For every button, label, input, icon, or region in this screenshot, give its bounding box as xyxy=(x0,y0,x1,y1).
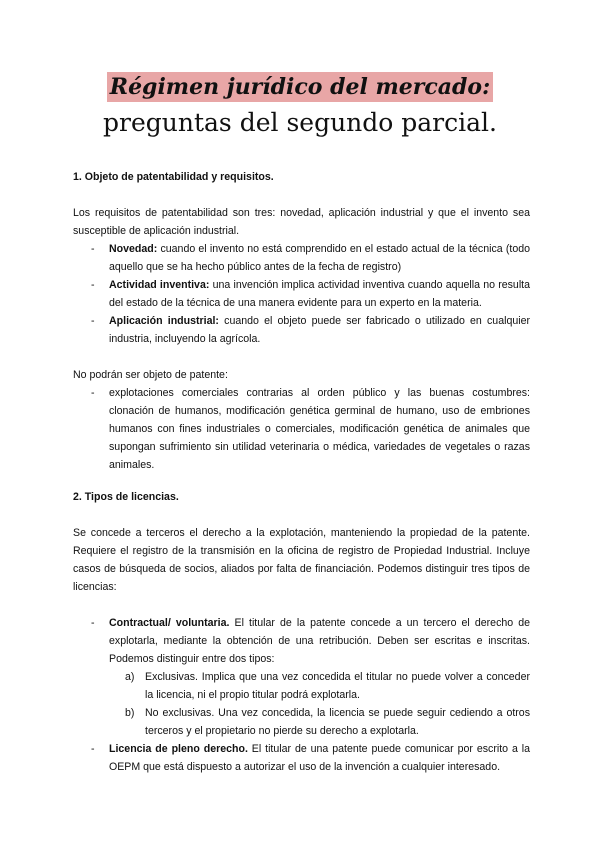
license-text: El titular de una patente puede comunicar por escrito a la OEPM que está dispuesto a autorizar el uso de la invención a cualquier interesado. xyxy=(109,743,530,773)
subtype-text: No exclusivas. Una vez concedida, la licencia se puede seguir cediendo a otros terceros y el propietario no pierde su derecho a explotarla. xyxy=(145,707,530,737)
license-text: El titular de la patente concede a un tercero el derecho de explotarla, mediante la obtención de una retribución. Deben ser escritas e inscritas. Podemos distinguir entre dos tipos: xyxy=(109,617,530,665)
license-subtypes-list xyxy=(109,668,530,740)
list-item xyxy=(109,740,530,776)
requirement-text: una invención implica actividad inventiva cuando aquella no resulta del estado de la técnica de una manera evidente para un experto en la materia. xyxy=(109,279,531,309)
section2-heading: 2. Tipos de licencias. xyxy=(73,491,179,503)
document-title xyxy=(0,72,600,140)
requirement-text: cuando el objeto puede ser fabricado o utilizado en cualquier industria, incluyendo la agrícola. xyxy=(109,315,530,345)
license-term: Contractual/ voluntaria. xyxy=(109,617,230,629)
list-item xyxy=(125,668,530,704)
list-item xyxy=(109,240,530,276)
license-term: Licencia de pleno derecho. xyxy=(109,743,248,755)
title-main: Régimen jurídico del mercado: xyxy=(107,72,493,102)
requirement-term: Novedad: xyxy=(109,243,158,255)
exclusions-list xyxy=(73,384,530,474)
list-item xyxy=(109,312,530,348)
section1-heading: 1. Objeto de patentabilidad y requisitos. xyxy=(73,171,274,183)
section2-intro: Se concede a terceros el derecho a la explotación, manteniendo la propiedad de la patente. Requiere el registro de la transmisión en la oficina de registro de Propiedad Industrial. Incluye casos de búsqueda de socios, aliados por falta de financiación. Podemos distinguir tres tipos de licencias: xyxy=(73,527,530,593)
subtype-text: Exclusivas. Implica que una vez concedida el titular no puede volver a conceder la licencia, ni el propio titular podrá explotarla. xyxy=(145,671,530,701)
exclusions-intro: No podrán ser objeto de patente: xyxy=(73,369,228,381)
subtype-marker: b) xyxy=(125,707,135,719)
document-body xyxy=(73,168,530,776)
list-item xyxy=(125,704,530,740)
license-types-list xyxy=(73,614,530,776)
requirement-term: Aplicación industrial: xyxy=(109,315,219,327)
list-item xyxy=(109,614,530,740)
requirement-text: cuando el invento no está comprendido en el estado actual de la técnica (todo aquello que se ha hecho público antes de la fecha de registro) xyxy=(109,243,530,273)
exclusion-text: explotaciones comerciales contrarias al orden público y las buenas costumbres: clonación de humanos, modificación genética germinal de humano, uso de embriones humanos con fines industriales o comerciales, modificación genética de animales que supongan sufrimiento sin utilidad veterinaria o médica, variedades de vegetales o razas animales. xyxy=(109,387,530,471)
requirements-list xyxy=(73,240,530,348)
title-subtitle: preguntas del segundo parcial. xyxy=(103,108,497,137)
section1-intro: Los requisitos de patentabilidad son tres: novedad, aplicación industrial y que el invento sea susceptible de aplicación industrial. xyxy=(73,207,530,237)
subtype-marker: a) xyxy=(125,671,135,683)
requirement-term: Actividad inventiva: xyxy=(109,279,210,291)
list-item xyxy=(109,276,530,312)
list-item xyxy=(109,384,530,474)
